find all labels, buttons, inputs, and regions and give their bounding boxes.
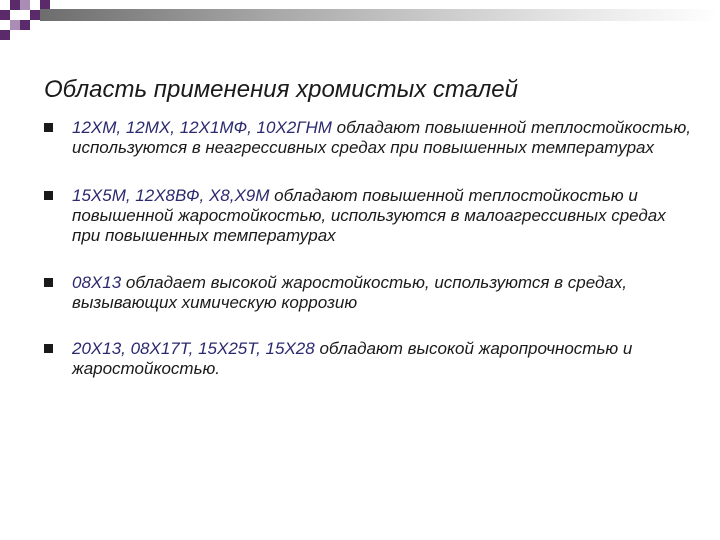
corner-square: [20, 20, 30, 30]
square-bullet-icon: [44, 344, 53, 353]
bullet-list: [44, 118, 694, 379]
corner-square: [10, 0, 20, 10]
steel-grades: 12ХМ, 12МХ, 12Х1МФ, 10Х2ГНМ: [72, 118, 332, 137]
bullet-text: обладают повышенной теплостойкостью и повышенной жаростойкостью, используются в малоагрессивных средах при повышенных температурах: [72, 186, 666, 245]
steel-grades: 20Х13, 08Х17Т, 15Х25Т, 15Х28: [72, 339, 315, 358]
steel-grades: 08Х13: [72, 273, 122, 292]
bullet-text: обладают высокой жаропрочностью и жаростойкостью.: [72, 339, 633, 378]
list-item: [44, 186, 694, 246]
bullet-text: обладают повышенной теплостойкостью, используются в неагрессивных средах при повышенных температурах: [72, 118, 691, 157]
corner-square: [0, 10, 10, 20]
slide-title: Область применения хромистых сталей: [44, 76, 518, 103]
steel-grades: 15Х5М, 12Х8ВФ, Х8,Х9М: [72, 186, 270, 205]
bullet-text: обладает высокой жаростойкостью, используются в средах, вызывающих химическую коррозию: [72, 273, 628, 312]
list-item: [44, 118, 694, 158]
square-bullet-icon: [44, 123, 53, 132]
corner-square: [20, 0, 30, 10]
square-bullet-icon: [44, 278, 53, 287]
corner-square: [10, 20, 20, 30]
list-item: [44, 339, 694, 379]
square-bullet-icon: [44, 191, 53, 200]
list-item: [44, 273, 694, 313]
corner-square: [30, 10, 40, 20]
corner-square: [0, 30, 10, 40]
top-gradient-band: [40, 9, 720, 21]
